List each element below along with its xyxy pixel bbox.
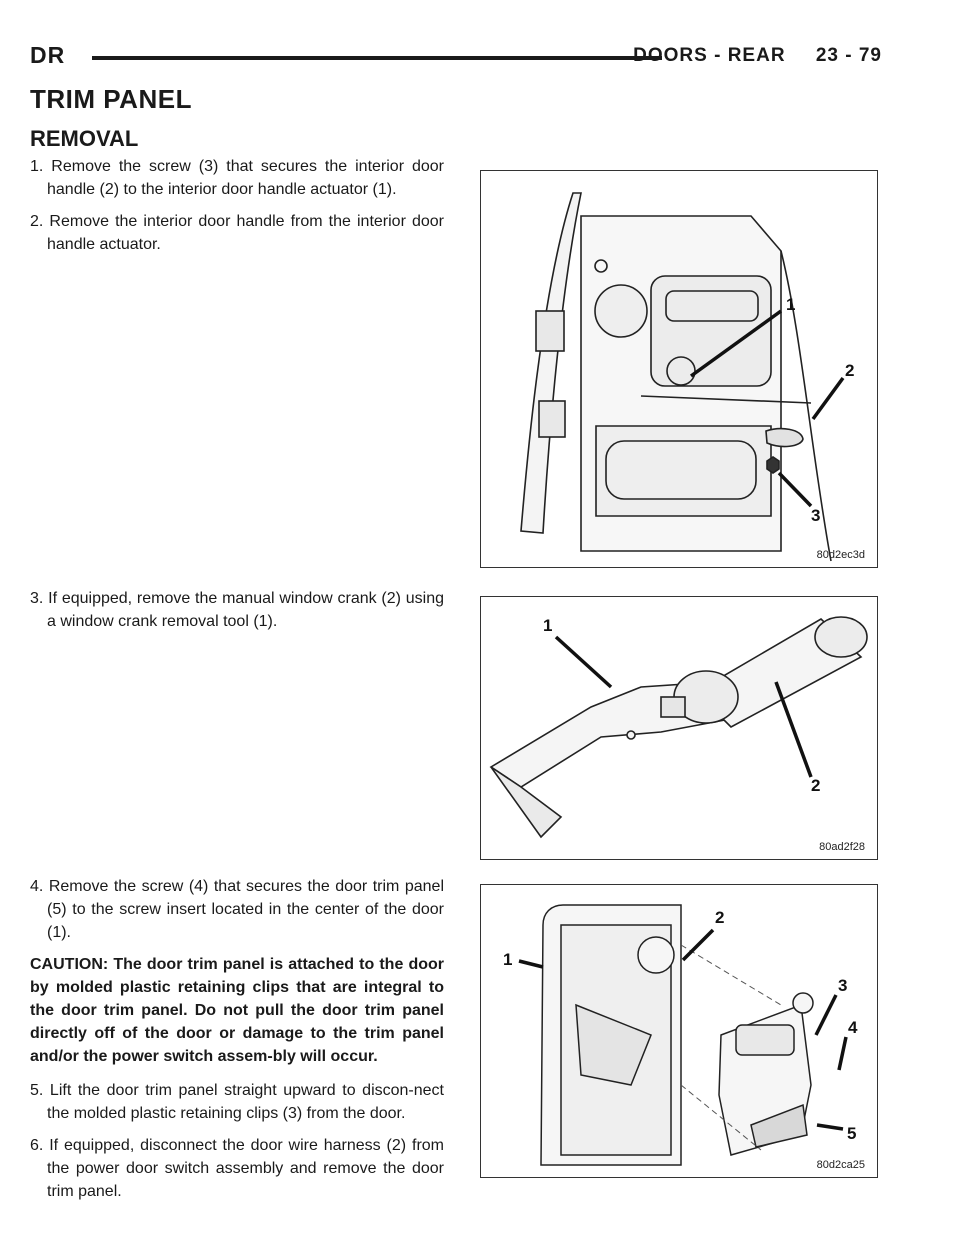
header-page-number: 23 - 79: [815, 45, 882, 66]
callout-4: 4: [848, 1018, 858, 1037]
figure-door-handle: [480, 170, 878, 568]
callout-1: 1: [503, 950, 513, 969]
callout-3: 3: [811, 506, 821, 525]
steps-group-3: [30, 875, 444, 1212]
page-title: TRIM PANEL: [30, 84, 192, 114]
step-5: 5. Lift the door trim panel straight upward to discon-nect the molded plastic retaining clips (3) from the door.: [30, 1082, 444, 1122]
step-3: 3. If equipped, remove the manual window crank (2) using a window crank removal tool (1).: [30, 590, 444, 630]
steps-group-2: [30, 587, 444, 642]
header-section: DOORS - REAR: [633, 45, 786, 66]
header-right: [633, 45, 882, 67]
window-crank-illustration: [481, 597, 877, 859]
step-2: 2. Remove the interior door handle from the interior door handle actuator.: [30, 213, 444, 253]
page-header: [30, 40, 882, 70]
callout-2: 2: [811, 776, 821, 795]
callout-1: 1: [543, 616, 553, 635]
trim-panel-illustration: [481, 885, 877, 1177]
caution-note: CAUTION: The door trim panel is attached to the door by molded plastic retaining clips that are integral to the door trim panel. Do not pull the door trim panel directly off of the door or damage to the trim panel and/or the power switch assem-bly will occur.: [30, 956, 444, 1065]
callout-3: 3: [838, 976, 848, 995]
step-6: 6. If equipped, disconnect the door wire harness (2) from the power door switch assembly and remove the door trim panel.: [30, 1137, 444, 1200]
callout-2: 2: [715, 908, 725, 927]
header-model: DR: [30, 42, 66, 68]
step-1: 1. Remove the screw (3) that secures the interior door handle (2) to the interior door handle actuator (1).: [30, 158, 444, 198]
door-handle-illustration: [481, 171, 877, 567]
steps-group-1: [30, 155, 444, 265]
figure-window-crank: [480, 596, 878, 860]
figure-code: 80ad2f28: [819, 841, 865, 853]
callout-2: 2: [845, 361, 855, 380]
callout-5: 5: [847, 1124, 857, 1143]
section-subtitle: REMOVAL: [30, 126, 139, 151]
figure-code: 80d2ca25: [816, 1159, 865, 1171]
header-rule: [92, 56, 662, 60]
figure-code: 80d2ec3d: [816, 549, 865, 561]
step-4: 4. Remove the screw (4) that secures the door trim panel (5) to the screw insert located in the center of the door (1).: [30, 878, 444, 941]
callout-1: 1: [786, 295, 796, 314]
figure-trim-panel: [480, 884, 878, 1178]
